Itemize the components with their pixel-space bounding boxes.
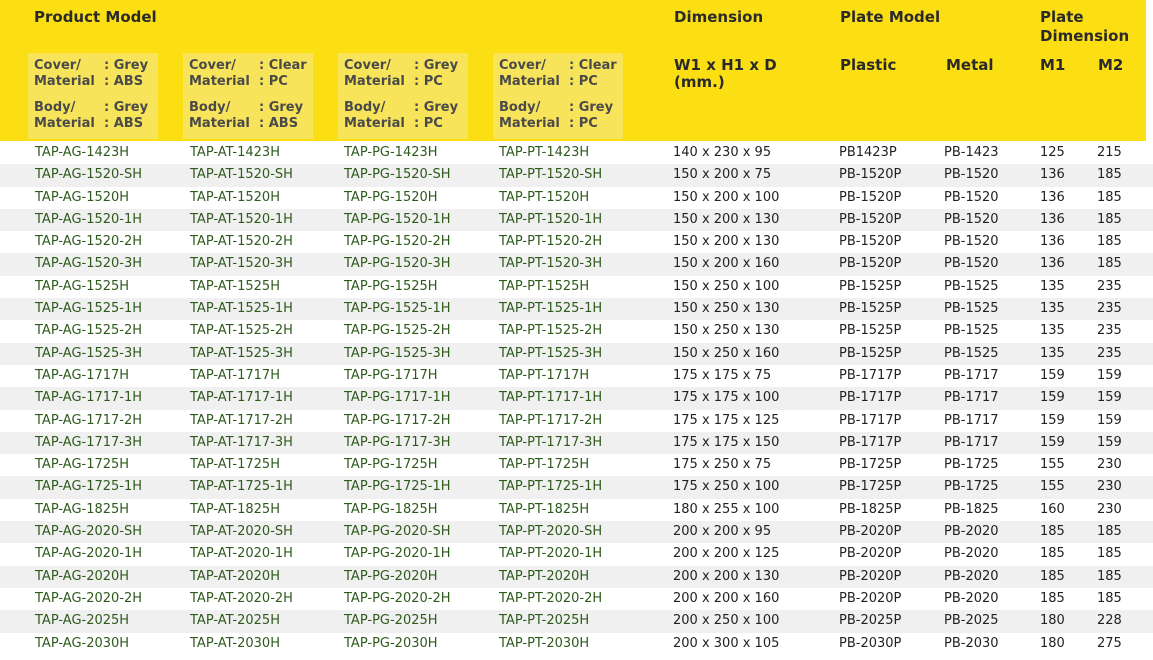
cell-m2: 235 — [1097, 301, 1122, 317]
table-row — [0, 588, 1153, 610]
cell-dim: 175 x 175 x 100 — [673, 390, 780, 406]
cell-m2: 230 — [1097, 479, 1122, 495]
cell-m1: 185 — [1040, 524, 1065, 540]
cell-pt: TAP-PT-1525-2H — [499, 323, 603, 339]
variant-value: : Grey : ABS — [259, 100, 304, 131]
cell-pt: TAP-PT-1520H — [499, 189, 590, 205]
cell-ag: TAP-AG-2020H — [35, 568, 130, 584]
cell-at: TAP-AT-2030H — [190, 635, 280, 651]
cell-pg: TAP-PG-1825H — [344, 501, 438, 517]
cell-m2: 275 — [1097, 635, 1122, 651]
cell-pg: TAP-PG-2020-2H — [344, 590, 451, 606]
cell-m1: 155 — [1040, 479, 1065, 495]
cell-m1: 159 — [1040, 367, 1065, 383]
variant-label: Body/ Material — [189, 100, 250, 131]
cell-dim: 175 x 175 x 125 — [673, 412, 780, 428]
cell-m2: 159 — [1097, 390, 1122, 406]
cell-ag: TAP-AG-1717H — [35, 367, 130, 383]
cell-plastic: PB-1520P — [839, 189, 902, 205]
cell-dim: 150 x 250 x 100 — [673, 278, 780, 294]
cell-pg: TAP-PG-1525H — [344, 278, 438, 294]
cell-at: TAP-AT-1717-1H — [190, 390, 293, 406]
table-row — [0, 142, 1153, 164]
cell-m2: 235 — [1097, 345, 1122, 361]
cell-m1: 180 — [1040, 613, 1065, 629]
cell-plastic: PB-1520P — [839, 211, 902, 227]
cell-m2: 185 — [1097, 211, 1122, 227]
cell-pg: TAP-PG-1520-3H — [344, 256, 451, 272]
cell-metal: PB-1825 — [944, 501, 999, 517]
cell-pt: TAP-PT-1717-3H — [499, 434, 603, 450]
cell-ag: TAP-AG-1717-1H — [35, 390, 143, 406]
header-dimension: Dimension — [674, 8, 764, 26]
cell-m1: 125 — [1040, 145, 1065, 160]
cell-pg: TAP-PG-1525-2H — [344, 323, 451, 339]
cell-plastic: PB-1520P — [839, 256, 902, 272]
variant-label: Body/ Material — [34, 100, 95, 131]
cell-pt: TAP-PT-1725H — [499, 457, 590, 473]
cell-dim: 150 x 200 x 160 — [673, 256, 780, 272]
cell-pg: TAP-PG-1725-1H — [344, 479, 451, 495]
cell-plastic: PB-1725P — [839, 479, 902, 495]
cell-dim: 200 x 200 x 95 — [673, 524, 772, 540]
cell-ag: TAP-AG-2020-1H — [35, 546, 143, 562]
cell-m1: 155 — [1040, 457, 1065, 473]
cell-ag: TAP-AG-1725H — [35, 457, 130, 473]
cell-at: TAP-AT-1525-3H — [190, 345, 293, 361]
cell-pg: TAP-PG-1423H — [344, 145, 438, 160]
table-row — [0, 209, 1153, 231]
cell-metal: PB-1717 — [944, 390, 999, 406]
variant-label: Body/ Material — [499, 100, 560, 131]
cell-pt: TAP-PT-1520-2H — [499, 234, 603, 250]
cell-at: TAP-AT-1520-1H — [190, 211, 293, 227]
cell-m1: 136 — [1040, 211, 1065, 227]
cell-m2: 185 — [1097, 167, 1122, 183]
cell-m2: 235 — [1097, 323, 1122, 339]
cell-plastic: PB-1525P — [839, 323, 902, 339]
cell-m1: 160 — [1040, 501, 1065, 517]
cell-ag: TAP-AG-1423H — [35, 145, 130, 160]
table-row — [0, 276, 1153, 298]
cell-m2: 230 — [1097, 501, 1122, 517]
cell-pt: TAP-PT-1825H — [499, 501, 590, 517]
cell-pt: TAP-PT-2020-2H — [499, 590, 603, 606]
cell-dim: 150 x 200 x 130 — [673, 211, 780, 227]
cell-ag: TAP-AG-2020-2H — [35, 590, 143, 606]
cell-m2: 159 — [1097, 412, 1122, 428]
variant-value: : Clear : PC — [259, 58, 307, 89]
cell-metal: PB-1717 — [944, 367, 999, 383]
variant-ag-cover — [34, 58, 159, 92]
cell-at: TAP-AT-1717-2H — [190, 412, 293, 428]
cell-pg: TAP-PG-2020H — [344, 568, 438, 584]
cell-at: TAP-AT-2020-1H — [190, 546, 293, 562]
variant-value: : Grey : PC — [414, 58, 459, 89]
cell-at: TAP-AT-1725-1H — [190, 479, 293, 495]
cell-plastic: PB1423P — [839, 145, 897, 160]
cell-pt: TAP-PT-2020H — [499, 568, 590, 584]
cell-m2: 185 — [1097, 546, 1122, 562]
cell-ag: TAP-AG-1525-1H — [35, 301, 143, 317]
table-row — [0, 410, 1153, 432]
cell-metal: PB-1717 — [944, 434, 999, 450]
cell-plastic: PB-1717P — [839, 367, 902, 383]
table-row — [0, 387, 1153, 409]
variant-label: Cover/ Material — [189, 58, 250, 89]
cell-dim: 200 x 200 x 125 — [673, 546, 780, 562]
cell-metal: PB-1520 — [944, 167, 999, 183]
cell-dim: 140 x 230 x 95 — [673, 145, 772, 160]
header-plate-dimension: Plate Dimension — [1040, 8, 1130, 45]
cell-ag: TAP-AG-1725-1H — [35, 479, 143, 495]
cell-pt: TAP-PT-1525-3H — [499, 345, 603, 361]
table-row — [0, 521, 1153, 543]
cell-m2: 230 — [1097, 457, 1122, 473]
cell-dim: 200 x 200 x 130 — [673, 568, 780, 584]
cell-at: TAP-AT-1423H — [190, 145, 280, 160]
variant-at-cover — [189, 58, 314, 92]
cell-m1: 136 — [1040, 234, 1065, 250]
cell-m1: 136 — [1040, 167, 1065, 183]
cell-pg: TAP-PG-1525-3H — [344, 345, 451, 361]
cell-dim: 200 x 200 x 160 — [673, 590, 780, 606]
table-row — [0, 187, 1153, 209]
cell-metal: PB-2020 — [944, 524, 999, 540]
cell-dim: 175 x 250 x 75 — [673, 457, 772, 473]
variant-value: : Grey : PC — [569, 100, 614, 131]
cell-dim: 180 x 255 x 100 — [673, 501, 780, 517]
cell-dim: 150 x 250 x 130 — [673, 323, 780, 339]
cell-plastic: PB-2020P — [839, 524, 902, 540]
header-dims-unit: (mm.) — [674, 73, 725, 91]
header-plate-model: Plate Model — [840, 8, 941, 26]
cell-metal: PB-1423 — [944, 145, 999, 160]
cell-m2: 185 — [1097, 189, 1122, 205]
cell-metal: PB-2020 — [944, 546, 999, 562]
cell-at: TAP-AT-1717H — [190, 367, 280, 383]
cell-plastic: PB-1717P — [839, 412, 902, 428]
cell-m1: 159 — [1040, 412, 1065, 428]
variant-pg-cover — [344, 58, 469, 92]
cell-m2: 185 — [1097, 234, 1122, 250]
variant-label: Cover/ Material — [344, 58, 405, 89]
cell-at: TAP-AT-1525H — [190, 278, 280, 294]
cell-metal: PB-1725 — [944, 457, 999, 473]
cell-m2: 185 — [1097, 590, 1122, 606]
cell-pg: TAP-PG-2020-1H — [344, 546, 451, 562]
cell-pg: TAP-PG-2030H — [344, 635, 438, 651]
cell-m1: 136 — [1040, 256, 1065, 272]
cell-m2: 215 — [1097, 145, 1122, 160]
cell-dim: 175 x 250 x 100 — [673, 479, 780, 495]
cell-pt: TAP-PT-1717-2H — [499, 412, 603, 428]
cell-pt: TAP-PT-2020-1H — [499, 546, 603, 562]
table-row — [0, 633, 1153, 655]
cell-metal: PB-1525 — [944, 345, 999, 361]
cell-ag: TAP-AG-2025H — [35, 613, 130, 629]
cell-m1: 135 — [1040, 278, 1065, 294]
cell-ag: TAP-AG-1717-2H — [35, 412, 143, 428]
cell-at: TAP-AT-1525-2H — [190, 323, 293, 339]
table-row — [0, 253, 1153, 275]
table-row — [0, 610, 1153, 632]
cell-m1: 180 — [1040, 635, 1065, 651]
cell-pt: TAP-PT-2025H — [499, 613, 590, 629]
cell-dim: 150 x 250 x 130 — [673, 301, 780, 317]
variant-label: Cover/ Material — [34, 58, 95, 89]
table-row — [0, 365, 1153, 387]
cell-plastic: PB-1717P — [839, 390, 902, 406]
cell-pt: TAP-PT-1520-1H — [499, 211, 603, 227]
cell-m1: 159 — [1040, 390, 1065, 406]
cell-metal: PB-1520 — [944, 234, 999, 250]
cell-metal: PB-2030 — [944, 635, 999, 651]
cell-at: TAP-AT-1520-2H — [190, 234, 293, 250]
cell-metal: PB-1520 — [944, 256, 999, 272]
variant-at-body — [189, 100, 314, 134]
cell-pt: TAP-PT-1725-1H — [499, 479, 603, 495]
variant-value: : Grey : PC — [414, 100, 459, 131]
header-m1: M1 — [1040, 56, 1066, 74]
cell-metal: PB-2020 — [944, 568, 999, 584]
cell-ag: TAP-AG-1525H — [35, 278, 130, 294]
cell-pt: TAP-PT-1423H — [499, 145, 590, 160]
cell-pt: TAP-PT-1717H — [499, 367, 590, 383]
variant-pt-body — [499, 100, 624, 134]
cell-plastic: PB-2020P — [839, 590, 902, 606]
cell-pg: TAP-PG-1717H — [344, 367, 438, 383]
cell-at: TAP-AT-1520-3H — [190, 256, 293, 272]
cell-m1: 136 — [1040, 189, 1065, 205]
variant-ag-body — [34, 100, 159, 134]
cell-plastic: PB-2030P — [839, 635, 902, 651]
cell-pg: TAP-PG-1520H — [344, 189, 438, 205]
variant-pg-body — [344, 100, 469, 134]
variant-label: Body/ Material — [344, 100, 405, 131]
cell-at: TAP-AT-1725H — [190, 457, 280, 473]
table-row — [0, 343, 1153, 365]
cell-plastic: PB-2020P — [839, 568, 902, 584]
cell-plastic: PB-1825P — [839, 501, 902, 517]
cell-m2: 185 — [1097, 524, 1122, 540]
cell-plastic: PB-1525P — [839, 345, 902, 361]
cell-m2: 159 — [1097, 367, 1122, 383]
cell-plastic: PB-1520P — [839, 167, 902, 183]
cell-pg: TAP-PG-1717-1H — [344, 390, 451, 406]
table-body — [0, 142, 1153, 655]
cell-plastic: PB-1725P — [839, 457, 902, 473]
cell-m2: 185 — [1097, 568, 1122, 584]
cell-at: TAP-AT-2020-2H — [190, 590, 293, 606]
cell-pg: TAP-PG-1520-SH — [344, 167, 451, 183]
cell-plastic: PB-2025P — [839, 613, 902, 629]
cell-pt: TAP-PT-1717-1H — [499, 390, 603, 406]
cell-metal: PB-1525 — [944, 323, 999, 339]
cell-pg: TAP-PG-1525-1H — [344, 301, 451, 317]
cell-pg: TAP-PG-1520-1H — [344, 211, 451, 227]
variant-value: : Clear : PC — [569, 58, 617, 89]
cell-pt: TAP-PT-1525H — [499, 278, 590, 294]
cell-metal: PB-1525 — [944, 278, 999, 294]
cell-plastic: PB-2020P — [839, 546, 902, 562]
table-row — [0, 320, 1153, 342]
cell-metal: PB-2020 — [944, 590, 999, 606]
cell-pt: TAP-PT-1525-1H — [499, 301, 603, 317]
cell-at: TAP-AT-2020H — [190, 568, 280, 584]
table-row — [0, 432, 1153, 454]
cell-pt: TAP-PT-2020-SH — [499, 524, 603, 540]
table-row — [0, 231, 1153, 253]
cell-m2: 159 — [1097, 434, 1122, 450]
cell-ag: TAP-AG-1520-2H — [35, 234, 143, 250]
header-dims-label: W1 x H1 x D — [674, 56, 777, 74]
cell-pg: TAP-PG-1725H — [344, 457, 438, 473]
cell-dim: 200 x 250 x 100 — [673, 613, 780, 629]
cell-at: TAP-AT-2025H — [190, 613, 280, 629]
table-header — [0, 0, 1146, 141]
cell-dim: 150 x 200 x 75 — [673, 167, 772, 183]
cell-pt: TAP-PT-2030H — [499, 635, 590, 651]
cell-ag: TAP-AG-1717-3H — [35, 434, 143, 450]
cell-at: TAP-AT-1520H — [190, 189, 280, 205]
cell-ag: TAP-AG-1520-SH — [35, 167, 143, 183]
cell-plastic: PB-1717P — [839, 434, 902, 450]
cell-m2: 235 — [1097, 278, 1122, 294]
cell-ag: TAP-AG-1520-1H — [35, 211, 143, 227]
table-row — [0, 454, 1153, 476]
table-row — [0, 298, 1153, 320]
variant-pt-cover — [499, 58, 624, 92]
cell-ag: TAP-AG-1525-2H — [35, 323, 143, 339]
table-row — [0, 476, 1153, 498]
header-product-model: Product Model — [34, 8, 157, 26]
cell-at: TAP-AT-1825H — [190, 501, 280, 517]
cell-at: TAP-AT-1520-SH — [190, 167, 293, 183]
cell-m1: 185 — [1040, 546, 1065, 562]
cell-metal: PB-1717 — [944, 412, 999, 428]
cell-metal: PB-1520 — [944, 189, 999, 205]
cell-m1: 185 — [1040, 590, 1065, 606]
cell-at: TAP-AT-1525-1H — [190, 301, 293, 317]
cell-m1: 185 — [1040, 568, 1065, 584]
cell-pg: TAP-PG-2025H — [344, 613, 438, 629]
cell-at: TAP-AT-1717-3H — [190, 434, 293, 450]
cell-metal: PB-2025 — [944, 613, 999, 629]
cell-ag: TAP-AG-1520H — [35, 189, 130, 205]
cell-m1: 135 — [1040, 301, 1065, 317]
cell-pt: TAP-PT-1520-SH — [499, 167, 603, 183]
cell-m1: 159 — [1040, 434, 1065, 450]
cell-at: TAP-AT-2020-SH — [190, 524, 293, 540]
cell-m1: 135 — [1040, 323, 1065, 339]
cell-ag: TAP-AG-1825H — [35, 501, 130, 517]
cell-dim: 200 x 300 x 105 — [673, 635, 780, 651]
cell-plastic: PB-1520P — [839, 234, 902, 250]
cell-m2: 185 — [1097, 256, 1122, 272]
cell-dim: 150 x 200 x 130 — [673, 234, 780, 250]
cell-dim: 150 x 250 x 160 — [673, 345, 780, 361]
header-m2: M2 — [1098, 56, 1124, 74]
cell-m2: 228 — [1097, 613, 1122, 629]
variant-value: : Grey : ABS — [104, 100, 149, 131]
cell-metal: PB-1520 — [944, 211, 999, 227]
cell-ag: TAP-AG-1520-3H — [35, 256, 143, 272]
variant-value: : Grey : ABS — [104, 58, 149, 89]
table-row — [0, 499, 1153, 521]
cell-pg: TAP-PG-1717-2H — [344, 412, 451, 428]
cell-m1: 135 — [1040, 345, 1065, 361]
header-plastic: Plastic — [840, 56, 897, 74]
cell-plastic: PB-1525P — [839, 301, 902, 317]
header-metal: Metal — [946, 56, 994, 74]
cell-pg: TAP-PG-1520-2H — [344, 234, 451, 250]
cell-ag: TAP-AG-2020-SH — [35, 524, 143, 540]
cell-dim: 175 x 175 x 150 — [673, 434, 780, 450]
table-row — [0, 164, 1153, 186]
variant-label: Cover/ Material — [499, 58, 560, 89]
cell-plastic: PB-1525P — [839, 278, 902, 294]
cell-metal: PB-1525 — [944, 301, 999, 317]
cell-pg: TAP-PG-2020-SH — [344, 524, 451, 540]
cell-dim: 175 x 175 x 75 — [673, 367, 772, 383]
table-row — [0, 543, 1153, 565]
cell-pg: TAP-PG-1717-3H — [344, 434, 451, 450]
cell-pt: TAP-PT-1520-3H — [499, 256, 603, 272]
table-row — [0, 566, 1153, 588]
cell-ag: TAP-AG-2030H — [35, 635, 130, 651]
cell-metal: PB-1725 — [944, 479, 999, 495]
cell-dim: 150 x 200 x 100 — [673, 189, 780, 205]
cell-ag: TAP-AG-1525-3H — [35, 345, 143, 361]
